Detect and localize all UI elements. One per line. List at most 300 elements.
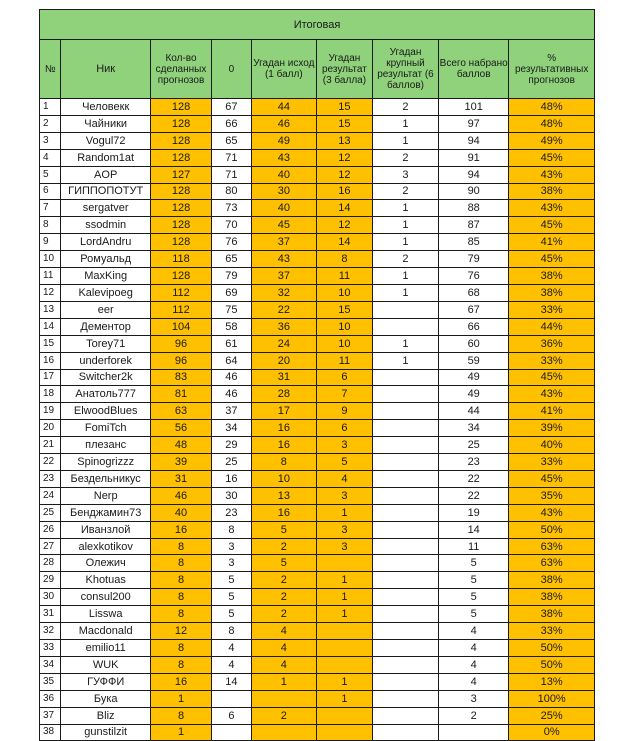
table-row <box>40 521 595 538</box>
cell-made: 128 <box>150 132 211 149</box>
header-total: Всего набрано баллов <box>439 40 509 99</box>
cell-outcome <box>251 690 316 707</box>
cell-pct: 38% <box>509 589 595 606</box>
cell-result: 12 <box>316 149 372 166</box>
table-row <box>40 470 595 487</box>
cell-pct: 43% <box>509 386 595 403</box>
cell-result <box>316 656 372 673</box>
cell-made: 96 <box>150 335 211 352</box>
cell-zero: 79 <box>212 268 252 285</box>
cell-nick: Kalevipoeg <box>61 284 151 301</box>
table-row <box>40 200 595 217</box>
cell-outcome: 24 <box>251 335 316 352</box>
cell-zero: 25 <box>212 454 252 471</box>
cell-result: 1 <box>316 606 372 623</box>
table-row <box>40 606 595 623</box>
table-row <box>40 234 595 251</box>
cell-big <box>372 724 438 741</box>
cell-made: 48 <box>150 437 211 454</box>
header-result: Угадан результат (3 балла) <box>316 40 372 99</box>
table-row <box>40 149 595 166</box>
cell-nick: WUK <box>61 656 151 673</box>
cell-made: 8 <box>150 572 211 589</box>
cell-zero: 5 <box>212 572 252 589</box>
cell-outcome: 4 <box>251 656 316 673</box>
cell-zero: 65 <box>212 251 252 268</box>
table-row <box>40 115 595 132</box>
cell-num: 18 <box>40 386 61 403</box>
cell-big <box>372 487 438 504</box>
cell-made: 8 <box>150 555 211 572</box>
cell-big <box>372 318 438 335</box>
header-big: Угадан крупный результат (6 баллов) <box>372 40 438 99</box>
cell-made: 12 <box>150 623 211 640</box>
cell-nick: LordAndru <box>61 234 151 251</box>
cell-num: 12 <box>40 284 61 301</box>
cell-nick: MaxKing <box>61 268 151 285</box>
cell-made: 8 <box>150 640 211 657</box>
table-row <box>40 183 595 200</box>
cell-big <box>372 386 438 403</box>
cell-total: 97 <box>439 115 509 132</box>
cell-num: 30 <box>40 589 61 606</box>
cell-made: 8 <box>150 656 211 673</box>
cell-nick: ГУФФИ <box>61 673 151 690</box>
cell-result: 12 <box>316 166 372 183</box>
cell-pct: 43% <box>509 200 595 217</box>
cell-big: 1 <box>372 115 438 132</box>
cell-zero: 34 <box>212 420 252 437</box>
cell-result: 14 <box>316 200 372 217</box>
cell-outcome: 45 <box>251 217 316 234</box>
cell-zero: 6 <box>212 707 252 724</box>
cell-outcome: 43 <box>251 251 316 268</box>
cell-outcome: 2 <box>251 538 316 555</box>
cell-num: 21 <box>40 437 61 454</box>
cell-pct: 33% <box>509 623 595 640</box>
cell-nick: sergatver <box>61 200 151 217</box>
cell-zero <box>212 690 252 707</box>
cell-total: 4 <box>439 673 509 690</box>
cell-made: 118 <box>150 251 211 268</box>
cell-result: 1 <box>316 504 372 521</box>
cell-num: 13 <box>40 301 61 318</box>
cell-made: 16 <box>150 673 211 690</box>
cell-big: 1 <box>372 335 438 352</box>
table-row <box>40 352 595 369</box>
cell-result: 8 <box>316 251 372 268</box>
cell-total: 49 <box>439 369 509 386</box>
cell-total: 23 <box>439 454 509 471</box>
cell-pct: 13% <box>509 673 595 690</box>
cell-zero: 8 <box>212 623 252 640</box>
cell-outcome: 2 <box>251 572 316 589</box>
cell-pct: 25% <box>509 707 595 724</box>
cell-big: 2 <box>372 149 438 166</box>
cell-outcome: 2 <box>251 606 316 623</box>
cell-pct: 45% <box>509 369 595 386</box>
cell-made: 81 <box>150 386 211 403</box>
cell-total: 88 <box>439 200 509 217</box>
cell-big: 1 <box>372 268 438 285</box>
cell-made: 128 <box>150 99 211 116</box>
cell-nick: ElwoodBlues <box>61 403 151 420</box>
table-row <box>40 318 595 335</box>
cell-big <box>372 521 438 538</box>
cell-made: 83 <box>150 369 211 386</box>
table-row <box>40 335 595 352</box>
cell-outcome: 22 <box>251 301 316 318</box>
cell-result: 3 <box>316 437 372 454</box>
cell-made: 46 <box>150 487 211 504</box>
cell-big <box>372 454 438 471</box>
cell-nick: Человекк <box>61 99 151 116</box>
cell-outcome: 37 <box>251 234 316 251</box>
cell-pct: 45% <box>509 251 595 268</box>
cell-nick: gunstilzit <box>61 724 151 741</box>
cell-num: 24 <box>40 487 61 504</box>
cell-pct: 50% <box>509 656 595 673</box>
cell-total: 5 <box>439 606 509 623</box>
cell-nick: Анатоль777 <box>61 386 151 403</box>
cell-made: 128 <box>150 217 211 234</box>
cell-num: 22 <box>40 454 61 471</box>
cell-num: 14 <box>40 318 61 335</box>
cell-made: 1 <box>150 690 211 707</box>
cell-nick: underforek <box>61 352 151 369</box>
header-outcome: Угадан исход (1 балл) <box>251 40 316 99</box>
cell-pct: 43% <box>509 166 595 183</box>
cell-nick: Олежич <box>61 555 151 572</box>
table-row <box>40 504 595 521</box>
cell-nick: AOP <box>61 166 151 183</box>
cell-pct: 0% <box>509 724 595 741</box>
cell-made: 8 <box>150 589 211 606</box>
cell-total: 5 <box>439 572 509 589</box>
cell-made: 8 <box>150 707 211 724</box>
cell-made: 128 <box>150 234 211 251</box>
cell-result <box>316 555 372 572</box>
cell-big: 1 <box>372 284 438 301</box>
cell-zero: 3 <box>212 555 252 572</box>
cell-num: 9 <box>40 234 61 251</box>
cell-big <box>372 623 438 640</box>
cell-result: 10 <box>316 318 372 335</box>
cell-made: 56 <box>150 420 211 437</box>
cell-zero: 5 <box>212 589 252 606</box>
cell-result: 9 <box>316 403 372 420</box>
cell-total: 25 <box>439 437 509 454</box>
cell-big <box>372 437 438 454</box>
cell-result: 6 <box>316 369 372 386</box>
cell-num: 7 <box>40 200 61 217</box>
cell-nick: alexkotikov <box>61 538 151 555</box>
cell-big <box>372 656 438 673</box>
table-row <box>40 437 595 454</box>
cell-num: 23 <box>40 470 61 487</box>
cell-zero: 4 <box>212 640 252 657</box>
cell-zero: 23 <box>212 504 252 521</box>
cell-nick: Vogul72 <box>61 132 151 149</box>
cell-result: 13 <box>316 132 372 149</box>
cell-outcome: 4 <box>251 640 316 657</box>
cell-total: 79 <box>439 251 509 268</box>
cell-made: 31 <box>150 470 211 487</box>
cell-outcome: 13 <box>251 487 316 504</box>
cell-big <box>372 538 438 555</box>
cell-pct: 50% <box>509 521 595 538</box>
cell-big: 1 <box>372 352 438 369</box>
cell-total: 94 <box>439 166 509 183</box>
cell-result: 16 <box>316 183 372 200</box>
cell-total: 91 <box>439 149 509 166</box>
table-row <box>40 707 595 724</box>
table-row <box>40 555 595 572</box>
cell-total: 66 <box>439 318 509 335</box>
cell-big: 1 <box>372 234 438 251</box>
cell-num: 29 <box>40 572 61 589</box>
cell-outcome <box>251 724 316 741</box>
header-row <box>40 40 595 99</box>
cell-made: 128 <box>150 149 211 166</box>
cell-made: 112 <box>150 284 211 301</box>
cell-pct: 38% <box>509 183 595 200</box>
table-row <box>40 301 595 318</box>
cell-nick: Macdonald <box>61 623 151 640</box>
cell-num: 6 <box>40 183 61 200</box>
table-row <box>40 589 595 606</box>
cell-made: 128 <box>150 200 211 217</box>
cell-outcome: 16 <box>251 420 316 437</box>
cell-zero: 69 <box>212 284 252 301</box>
cell-outcome: 16 <box>251 504 316 521</box>
table-row <box>40 538 595 555</box>
cell-pct: 43% <box>509 504 595 521</box>
cell-num: 34 <box>40 656 61 673</box>
cell-big <box>372 589 438 606</box>
cell-pct: 39% <box>509 420 595 437</box>
cell-pct: 40% <box>509 437 595 454</box>
cell-zero: 16 <box>212 470 252 487</box>
cell-num: 35 <box>40 673 61 690</box>
cell-result: 10 <box>316 284 372 301</box>
table-row <box>40 217 595 234</box>
cell-outcome: 4 <box>251 623 316 640</box>
cell-total: 49 <box>439 386 509 403</box>
cell-made: 104 <box>150 318 211 335</box>
cell-nick: Ромуальд <box>61 251 151 268</box>
cell-result: 1 <box>316 673 372 690</box>
cell-outcome: 8 <box>251 454 316 471</box>
cell-zero: 66 <box>212 115 252 132</box>
cell-result: 7 <box>316 386 372 403</box>
cell-zero: 37 <box>212 403 252 420</box>
cell-num: 10 <box>40 251 61 268</box>
cell-total: 60 <box>439 335 509 352</box>
cell-result: 1 <box>316 690 372 707</box>
cell-zero: 4 <box>212 656 252 673</box>
cell-result: 1 <box>316 572 372 589</box>
cell-pct: 48% <box>509 99 595 116</box>
cell-zero: 71 <box>212 149 252 166</box>
cell-outcome: 28 <box>251 386 316 403</box>
cell-num: 32 <box>40 623 61 640</box>
header-num: № <box>40 40 61 99</box>
cell-total: 44 <box>439 403 509 420</box>
cell-num: 26 <box>40 521 61 538</box>
cell-made: 128 <box>150 268 211 285</box>
cell-outcome: 30 <box>251 183 316 200</box>
cell-result: 1 <box>316 589 372 606</box>
cell-outcome: 5 <box>251 555 316 572</box>
table-row <box>40 132 595 149</box>
cell-big <box>372 301 438 318</box>
cell-total: 59 <box>439 352 509 369</box>
cell-zero: 8 <box>212 521 252 538</box>
cell-result: 5 <box>316 454 372 471</box>
cell-made: 1 <box>150 724 211 741</box>
cell-outcome: 10 <box>251 470 316 487</box>
cell-made: 128 <box>150 115 211 132</box>
cell-zero: 75 <box>212 301 252 318</box>
cell-total: 2 <box>439 707 509 724</box>
cell-num: 25 <box>40 504 61 521</box>
cell-total: 94 <box>439 132 509 149</box>
cell-result: 3 <box>316 487 372 504</box>
cell-pct: 41% <box>509 234 595 251</box>
cell-num: 2 <box>40 115 61 132</box>
cell-zero: 46 <box>212 369 252 386</box>
cell-made: 8 <box>150 606 211 623</box>
cell-result <box>316 623 372 640</box>
cell-num: 38 <box>40 724 61 741</box>
cell-num: 11 <box>40 268 61 285</box>
cell-big <box>372 470 438 487</box>
cell-nick: Nerp <box>61 487 151 504</box>
cell-zero: 14 <box>212 673 252 690</box>
cell-big <box>372 403 438 420</box>
cell-total: 101 <box>439 99 509 116</box>
cell-zero: 58 <box>212 318 252 335</box>
cell-outcome: 43 <box>251 149 316 166</box>
cell-num: 28 <box>40 555 61 572</box>
cell-nick: emilio11 <box>61 640 151 657</box>
cell-num: 20 <box>40 420 61 437</box>
cell-made: 96 <box>150 352 211 369</box>
cell-result <box>316 724 372 741</box>
cell-nick: Чайники <box>61 115 151 132</box>
cell-outcome: 37 <box>251 268 316 285</box>
cell-made: 40 <box>150 504 211 521</box>
cell-num: 15 <box>40 335 61 352</box>
cell-nick: Бука <box>61 690 151 707</box>
cell-pct: 35% <box>509 487 595 504</box>
cell-total: 5 <box>439 589 509 606</box>
table-row <box>40 454 595 471</box>
cell-result: 14 <box>316 234 372 251</box>
cell-nick: ГИППОПОТУТ <box>61 183 151 200</box>
cell-result: 15 <box>316 115 372 132</box>
cell-big <box>372 420 438 437</box>
cell-outcome: 17 <box>251 403 316 420</box>
cell-big <box>372 572 438 589</box>
cell-total: 3 <box>439 690 509 707</box>
table-row <box>40 369 595 386</box>
cell-result: 4 <box>316 470 372 487</box>
cell-big <box>372 606 438 623</box>
cell-pct: 45% <box>509 217 595 234</box>
table-row <box>40 623 595 640</box>
header-nick: Ник <box>61 40 151 99</box>
cell-made: 127 <box>150 166 211 183</box>
cell-total: 4 <box>439 656 509 673</box>
cell-total: 19 <box>439 504 509 521</box>
cell-num: 33 <box>40 640 61 657</box>
table-row <box>40 487 595 504</box>
cell-outcome: 40 <box>251 166 316 183</box>
cell-pct: 38% <box>509 606 595 623</box>
cell-big <box>372 640 438 657</box>
cell-num: 17 <box>40 369 61 386</box>
cell-result: 3 <box>316 538 372 555</box>
cell-zero: 80 <box>212 183 252 200</box>
cell-pct: 38% <box>509 572 595 589</box>
header-made: Кол-во сделанных прогнозов <box>150 40 211 99</box>
cell-pct: 38% <box>509 284 595 301</box>
cell-pct: 50% <box>509 640 595 657</box>
cell-nick: Switcher2k <box>61 369 151 386</box>
cell-nick: Бенджамин73 <box>61 504 151 521</box>
cell-total: 4 <box>439 640 509 657</box>
cell-result: 6 <box>316 420 372 437</box>
cell-result: 10 <box>316 335 372 352</box>
cell-result: 11 <box>316 352 372 369</box>
cell-pct: 44% <box>509 318 595 335</box>
cell-big <box>372 690 438 707</box>
table-row <box>40 640 595 657</box>
cell-outcome: 2 <box>251 707 316 724</box>
cell-result: 15 <box>316 301 372 318</box>
cell-outcome: 36 <box>251 318 316 335</box>
cell-pct: 41% <box>509 403 595 420</box>
cell-pct: 38% <box>509 268 595 285</box>
cell-total <box>439 724 509 741</box>
cell-big: 3 <box>372 166 438 183</box>
cell-outcome: 31 <box>251 369 316 386</box>
cell-result: 11 <box>316 268 372 285</box>
cell-total: 67 <box>439 301 509 318</box>
cell-outcome: 32 <box>251 284 316 301</box>
cell-result: 12 <box>316 217 372 234</box>
cell-pct: 49% <box>509 132 595 149</box>
cell-total: 34 <box>439 420 509 437</box>
cell-outcome: 16 <box>251 437 316 454</box>
table-row <box>40 420 595 437</box>
table-row <box>40 572 595 589</box>
cell-made: 128 <box>150 183 211 200</box>
cell-outcome: 40 <box>251 200 316 217</box>
cell-pct: 33% <box>509 301 595 318</box>
table-row <box>40 251 595 268</box>
cell-big: 2 <box>372 251 438 268</box>
cell-big: 2 <box>372 99 438 116</box>
table-row <box>40 166 595 183</box>
cell-big: 1 <box>372 217 438 234</box>
cell-pct: 33% <box>509 352 595 369</box>
cell-zero: 65 <box>212 132 252 149</box>
cell-total: 76 <box>439 268 509 285</box>
cell-num: 19 <box>40 403 61 420</box>
